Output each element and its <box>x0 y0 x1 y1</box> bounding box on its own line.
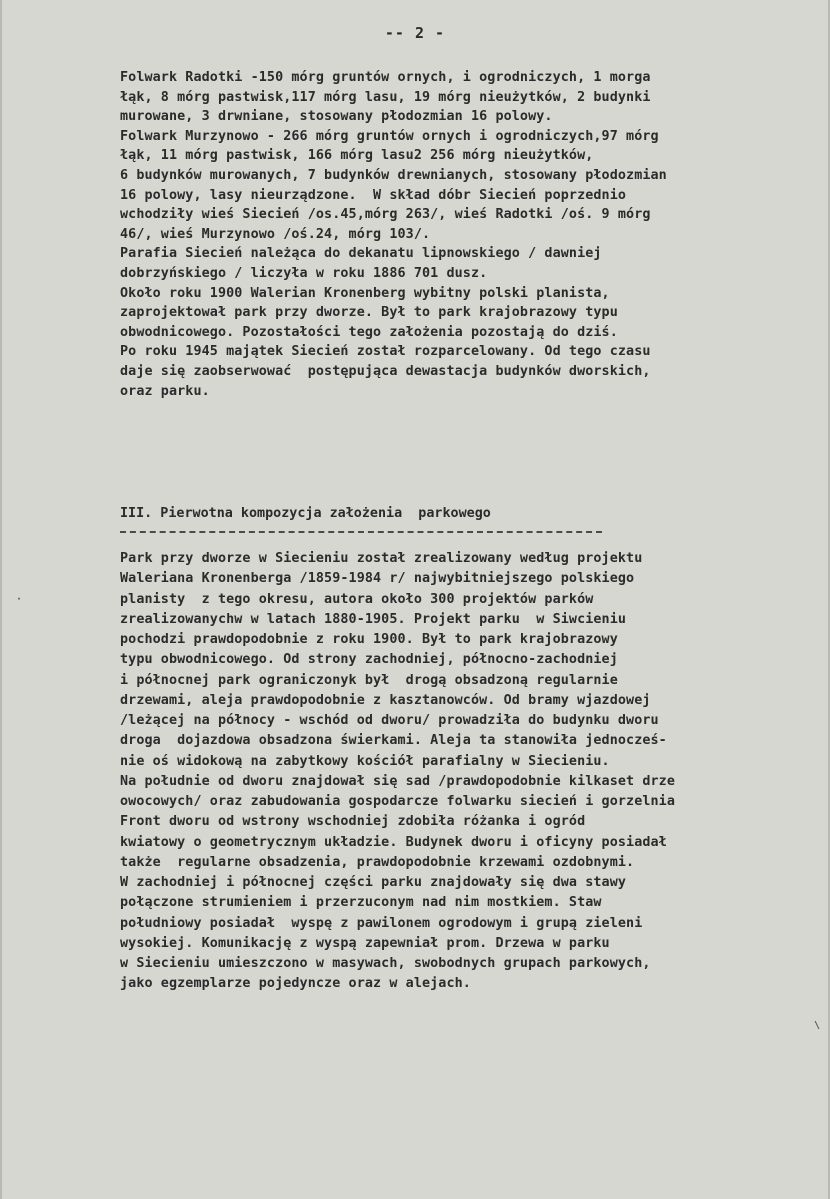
text-line: Folwark Radotki -150 mórg gruntów ornych, i ogrodniczych, 1 morga <box>120 70 651 85</box>
text-line: daje się zaobserwować postępująca dewastacja budynków dworskich, <box>120 363 651 379</box>
text-line: owocowych/ oraz zabudowania gospodarcze folwarku siecień i gorzelnia <box>120 794 676 809</box>
text-line: Około roku 1900 Walerian Kronenberg wybitny polski planista, <box>120 285 610 301</box>
text-line: południowy posiadał wyspę z pawilonem ogrodowym i grupą zieleni <box>120 915 643 931</box>
heading-underline <box>120 531 602 533</box>
scan-speck: · <box>16 594 23 605</box>
text-line: pochodzi prawdopodobnie z roku 1900. Był to park krajobrazowy <box>120 632 618 647</box>
page-number: -- 2 - <box>384 24 446 42</box>
text-line: oraz parku. <box>120 383 210 399</box>
text-line: wysokiej. Komunikację z wyspą zapewniał prom. Drzewa w parku <box>120 935 610 951</box>
section-heading: III. Pierwotna kompozycja założenia parkowego <box>120 506 491 521</box>
text-line: i północnej park ograniczonyk był drogą obsadzoną regularnie <box>120 672 618 688</box>
text-line: wchodziły wieś Siecień /os.45,mórg 263/, wieś Radotki /oś. 9 mórg <box>120 207 651 223</box>
scan-speck: \ <box>814 1020 821 1031</box>
text-line: łąk, 8 mórg pastwisk,117 mórg lasu, 19 mórg nieużytków, 2 budynki <box>120 89 651 105</box>
text-line: /leżącej na północy - wschód od dworu/ prowadziła do budynku dworu <box>120 713 659 728</box>
text-line: nie oś widokową na zabytkowy kościół parafialny w Siecieniu. <box>120 753 610 769</box>
text-line: zrealizowanychw w latach 1880-1905. Projekt parku w Siwcieniu <box>120 611 627 627</box>
text-line: 6 budynków murowanych, 7 budynków drewnianych, stosowany płodozmian <box>120 167 667 183</box>
text-line: Parafia Siecień należąca do dekanatu lipnowskiego / dawniej <box>120 246 602 262</box>
text-line: dobrzyńskiego / liczyła w roku 1886 701 dusz. <box>120 265 488 281</box>
text-line: w Siecieniu umieszczono w masywach, swobodnych grupach parkowych, <box>120 956 651 971</box>
text-line: Po roku 1945 majątek Siecień został rozparcelowany. Od tego czasu <box>120 344 651 360</box>
text-line: typu obwodnicowego. Od strony zachodniej, północno-zachodniej <box>120 652 618 668</box>
text-line: 16 polowy, lasy nieurządzone. W skład dóbr Siecień poprzednio <box>120 187 627 203</box>
text-line: 46/, wieś Murzynowo /oś.24, mórg 103/. <box>120 226 431 242</box>
text-line: Folwark Murzynowo - 266 mórg gruntów ornych i ogrodniczych,97 mórg <box>120 128 659 144</box>
text-line: Front dworu od wstrony wschodniej zdobiła różanka i ogród <box>120 814 586 830</box>
text-line: kwiatowy o geometrycznym układzie. Budynek dworu i oficyny posiadał <box>120 834 667 850</box>
text-line: planisty z tego okresu, autora około 300 projektów parków <box>120 591 594 607</box>
text-line: jako egzemplarze pojedyncze oraz w alejach. <box>120 976 471 992</box>
text-line: także regularne obsadzenia, prawdopodobnie krzewami ozdobnymi. <box>120 854 635 870</box>
text-line: obwodnicowego. Pozostałości tego założenia pozostają do dziś. <box>120 324 618 340</box>
text-line: drzewami, aleja prawdopodobnie z kasztanowców. Od bramy wjazdowej <box>120 692 651 708</box>
text-line: połączone strumieniem i przerzuconym nad nim mostkiem. Staw <box>120 895 602 911</box>
body-text-top <box>120 68 810 401</box>
text-line: łąk, 11 mórg pastwisk, 166 mórg lasu2 256 mórg nieużytków, <box>120 148 594 164</box>
text-line: Waleriana Kronenberga /1859-1984 r/ najwybitniejszego polskiego <box>120 571 635 587</box>
text-line: murowane, 3 drwniane, stosowany płodozmian 16 polowy. <box>120 109 553 125</box>
text-line: Na południe od dworu znajdował się sad /prawdopodobnie kilkaset drze <box>120 773 676 789</box>
body-text-section <box>120 549 810 995</box>
text-line: W zachodniej i północnej części parku znajdowały się dwa stawy <box>120 875 627 890</box>
text-line: zaprojektował park przy dworze. Był to park krajobrazowy typu <box>120 305 618 321</box>
text-line: droga dojazdowa obsadzona świerkami. Aleja ta stanowiła jednocześ- <box>120 733 667 749</box>
text-line: Park przy dworze w Siecieniu został zrealizowany według projektu <box>120 551 643 566</box>
